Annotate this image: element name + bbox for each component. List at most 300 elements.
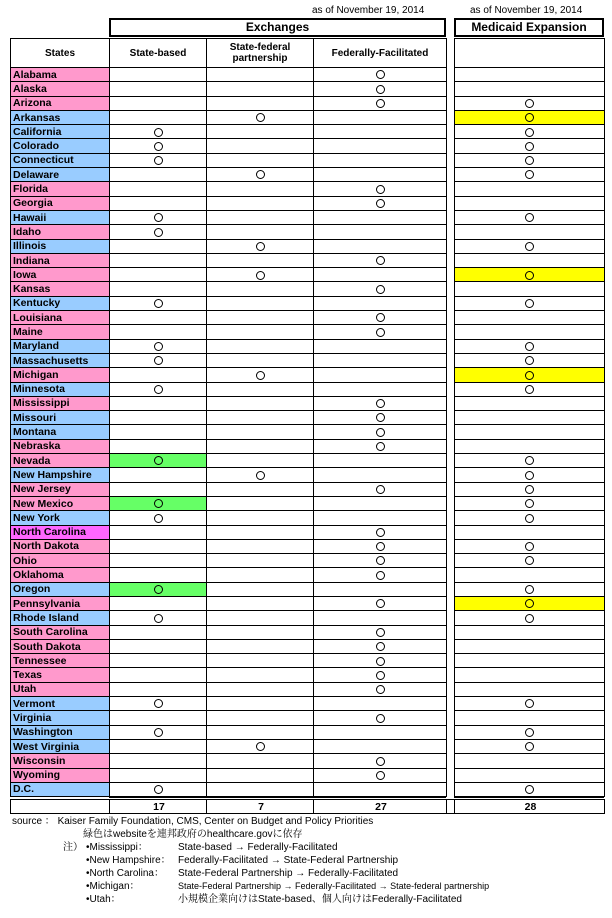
cell-medicaid xyxy=(455,339,605,353)
state-name: New Mexico xyxy=(11,496,110,510)
cell-federal xyxy=(314,411,447,425)
table-row xyxy=(455,596,605,610)
circle-mark-icon xyxy=(525,485,534,494)
table-row xyxy=(455,697,605,711)
cell-partnership xyxy=(207,582,314,596)
cell-state-based xyxy=(110,282,207,296)
state-name: Montana xyxy=(11,425,110,439)
table-row xyxy=(11,196,447,210)
table-row xyxy=(11,596,447,610)
green-note: 緑色はwebsiteを連邦政府のhealthcare.govに依存 xyxy=(83,829,303,840)
cell-partnership xyxy=(207,368,314,382)
cell-federal xyxy=(314,711,447,725)
state-name: Colorado xyxy=(11,139,110,153)
cell-partnership xyxy=(207,325,314,339)
circle-mark-icon xyxy=(154,142,163,151)
note-label: •Utah： xyxy=(86,894,121,905)
cell-medicaid xyxy=(455,325,605,339)
table-row xyxy=(455,368,605,382)
table-row xyxy=(455,725,605,739)
table-row xyxy=(455,311,605,325)
cell-medicaid xyxy=(455,68,605,82)
cell-federal xyxy=(314,496,447,510)
cell-federal xyxy=(314,182,447,196)
cell-medicaid xyxy=(455,296,605,310)
cell-federal xyxy=(314,639,447,653)
cell-state-based xyxy=(110,68,207,82)
note-item xyxy=(12,854,489,867)
state-name: Maryland xyxy=(11,339,110,353)
table-row xyxy=(455,196,605,210)
table-row xyxy=(455,782,605,796)
circle-mark-icon xyxy=(376,671,385,680)
table-row xyxy=(11,568,447,582)
circle-mark-icon xyxy=(525,271,534,280)
cell-medicaid xyxy=(455,454,605,468)
cell-partnership xyxy=(207,153,314,167)
table-row xyxy=(11,239,447,253)
table-row xyxy=(455,210,605,224)
cell-partnership xyxy=(207,468,314,482)
cell-medicaid xyxy=(455,153,605,167)
note-item xyxy=(12,880,489,893)
circle-mark-icon xyxy=(376,442,385,451)
table-row xyxy=(11,482,447,496)
table-row xyxy=(11,725,447,739)
cell-federal xyxy=(314,468,447,482)
cell-medicaid xyxy=(455,239,605,253)
cell-partnership xyxy=(207,639,314,653)
note-item xyxy=(12,893,489,906)
cell-partnership xyxy=(207,611,314,625)
cell-federal xyxy=(314,239,447,253)
cell-state-based xyxy=(110,496,207,510)
table-row xyxy=(11,225,447,239)
note-text: Federally-Facilitated → State-Federal Partnership xyxy=(178,855,399,866)
cell-federal xyxy=(314,282,447,296)
circle-mark-icon xyxy=(376,399,385,408)
cell-state-based xyxy=(110,396,207,410)
circle-mark-icon xyxy=(525,585,534,594)
cell-medicaid xyxy=(455,739,605,753)
cell-state-based xyxy=(110,339,207,353)
table-row xyxy=(11,311,447,325)
cell-medicaid xyxy=(455,511,605,525)
table-row xyxy=(11,668,447,682)
state-name: Hawaii xyxy=(11,210,110,224)
cell-medicaid xyxy=(455,225,605,239)
table-row xyxy=(455,110,605,124)
cell-federal xyxy=(314,382,447,396)
table-row xyxy=(455,454,605,468)
circle-mark-icon xyxy=(525,371,534,380)
table-row xyxy=(455,525,605,539)
cell-state-based xyxy=(110,382,207,396)
table-row xyxy=(11,611,447,625)
cell-federal xyxy=(314,454,447,468)
circle-mark-icon xyxy=(376,714,385,723)
table-row xyxy=(455,468,605,482)
table-row xyxy=(455,268,605,282)
exchanges-title: Exchanges xyxy=(109,18,446,37)
table-row xyxy=(455,625,605,639)
state-name: Alaska xyxy=(11,82,110,96)
state-name: Florida xyxy=(11,182,110,196)
cell-federal xyxy=(314,96,447,110)
table-row xyxy=(11,253,447,267)
cell-medicaid xyxy=(455,439,605,453)
cell-partnership xyxy=(207,496,314,510)
table-row xyxy=(455,168,605,182)
circle-mark-icon xyxy=(154,385,163,394)
table-row xyxy=(455,754,605,768)
table-row xyxy=(11,396,447,410)
cell-federal xyxy=(314,210,447,224)
cell-state-based xyxy=(110,411,207,425)
table-row xyxy=(11,582,447,596)
table-row xyxy=(455,382,605,396)
cell-state-based xyxy=(110,725,207,739)
cell-partnership xyxy=(207,739,314,753)
table-row xyxy=(455,425,605,439)
cell-federal xyxy=(314,253,447,267)
cell-federal xyxy=(314,139,447,153)
cell-state-based xyxy=(110,468,207,482)
header-partnership: State-federal partnership xyxy=(207,39,314,68)
cell-state-based xyxy=(110,682,207,696)
cell-partnership xyxy=(207,525,314,539)
table-row xyxy=(11,425,447,439)
totals-label xyxy=(11,800,110,814)
cell-partnership xyxy=(207,182,314,196)
cell-partnership xyxy=(207,339,314,353)
cell-medicaid xyxy=(455,353,605,367)
cell-state-based xyxy=(110,82,207,96)
state-name: Texas xyxy=(11,668,110,682)
cell-federal xyxy=(314,325,447,339)
cell-partnership xyxy=(207,754,314,768)
cell-partnership xyxy=(207,697,314,711)
note-item xyxy=(12,841,489,854)
state-name: Oklahoma xyxy=(11,568,110,582)
cell-partnership xyxy=(207,568,314,582)
cell-medicaid xyxy=(455,311,605,325)
circle-mark-icon xyxy=(256,242,265,251)
cell-partnership xyxy=(207,482,314,496)
cell-partnership xyxy=(207,110,314,124)
cell-state-based xyxy=(110,639,207,653)
cell-medicaid xyxy=(455,468,605,482)
cell-federal xyxy=(314,225,447,239)
circle-mark-icon xyxy=(256,271,265,280)
circle-mark-icon xyxy=(525,128,534,137)
cell-medicaid xyxy=(455,268,605,282)
cell-medicaid xyxy=(455,425,605,439)
total-federal: 27 xyxy=(314,800,447,814)
circle-mark-icon xyxy=(154,228,163,237)
table-row xyxy=(11,153,447,167)
cell-medicaid xyxy=(455,554,605,568)
state-name: Delaware xyxy=(11,168,110,182)
cell-partnership xyxy=(207,253,314,267)
table-row xyxy=(11,296,447,310)
cell-medicaid xyxy=(455,182,605,196)
table-row xyxy=(11,711,447,725)
note-text: State-based → Federally-Facilitated xyxy=(178,842,338,853)
table-row xyxy=(11,782,447,796)
cell-partnership xyxy=(207,411,314,425)
table-row xyxy=(11,511,447,525)
cell-medicaid xyxy=(455,668,605,682)
circle-mark-icon xyxy=(376,328,385,337)
state-name: Pennsylvania xyxy=(11,596,110,610)
note-label: •Michigan： xyxy=(86,881,140,892)
table-row xyxy=(455,253,605,267)
cell-state-based xyxy=(110,325,207,339)
cell-federal xyxy=(314,439,447,453)
state-name: California xyxy=(11,125,110,139)
cell-state-based xyxy=(110,268,207,282)
circle-mark-icon xyxy=(376,528,385,537)
table-row xyxy=(11,139,447,153)
exchanges-table xyxy=(10,38,447,797)
circle-mark-icon xyxy=(376,757,385,766)
cell-medicaid xyxy=(455,525,605,539)
note-text: State-Federal Partnership → Federally-Facilitated xyxy=(178,868,399,879)
cell-federal xyxy=(314,482,447,496)
table-row xyxy=(11,768,447,782)
circle-mark-icon xyxy=(376,285,385,294)
table-row xyxy=(455,411,605,425)
header-federal: Federally-Facilitated xyxy=(314,39,447,68)
cell-partnership xyxy=(207,353,314,367)
circle-mark-icon xyxy=(256,170,265,179)
totals-gap xyxy=(447,800,455,814)
circle-mark-icon xyxy=(525,542,534,551)
table-row xyxy=(455,611,605,625)
circle-mark-icon xyxy=(256,371,265,380)
cell-state-based xyxy=(110,596,207,610)
cell-federal xyxy=(314,68,447,82)
cell-medicaid xyxy=(455,110,605,124)
cell-partnership xyxy=(207,82,314,96)
header-medicaid-blank xyxy=(455,39,605,68)
cell-federal xyxy=(314,539,447,553)
table-row xyxy=(455,582,605,596)
cell-state-based xyxy=(110,611,207,625)
circle-mark-icon xyxy=(525,599,534,608)
state-name: Utah xyxy=(11,682,110,696)
table-row xyxy=(455,182,605,196)
circle-mark-icon xyxy=(256,471,265,480)
cell-federal xyxy=(314,725,447,739)
state-name: New Jersey xyxy=(11,482,110,496)
cell-medicaid xyxy=(455,139,605,153)
state-name: Wisconsin xyxy=(11,754,110,768)
circle-mark-icon xyxy=(256,113,265,122)
table-row xyxy=(455,339,605,353)
table-row xyxy=(11,539,447,553)
cell-federal xyxy=(314,110,447,124)
cell-state-based xyxy=(110,139,207,153)
cell-partnership xyxy=(207,311,314,325)
table-row xyxy=(455,139,605,153)
cell-federal xyxy=(314,682,447,696)
circle-mark-icon xyxy=(154,699,163,708)
state-name: Minnesota xyxy=(11,382,110,396)
cell-state-based xyxy=(110,554,207,568)
circle-mark-icon xyxy=(154,514,163,523)
cell-partnership xyxy=(207,210,314,224)
cell-federal xyxy=(314,311,447,325)
cell-federal xyxy=(314,739,447,753)
cell-state-based xyxy=(110,697,207,711)
circle-mark-icon xyxy=(525,299,534,308)
totals-divider-medicaid xyxy=(454,796,604,798)
cell-federal xyxy=(314,511,447,525)
state-name: New York xyxy=(11,511,110,525)
medicaid-title: Medicaid Expansion xyxy=(454,18,604,37)
cell-state-based xyxy=(110,311,207,325)
state-name: Washington xyxy=(11,725,110,739)
cell-partnership xyxy=(207,668,314,682)
table-row xyxy=(455,739,605,753)
cell-state-based xyxy=(110,739,207,753)
cell-federal xyxy=(314,697,447,711)
circle-mark-icon xyxy=(525,342,534,351)
table-row xyxy=(455,82,605,96)
cell-state-based xyxy=(110,711,207,725)
note-label: •North Carolina： xyxy=(86,868,164,879)
table-row xyxy=(11,697,447,711)
circle-mark-icon xyxy=(154,785,163,794)
table-row xyxy=(455,539,605,553)
cell-medicaid xyxy=(455,596,605,610)
circle-mark-icon xyxy=(154,342,163,351)
circle-mark-icon xyxy=(376,771,385,780)
table-row xyxy=(11,454,447,468)
cell-federal xyxy=(314,339,447,353)
cell-federal xyxy=(314,554,447,568)
state-name: Michigan xyxy=(11,368,110,382)
cell-medicaid xyxy=(455,711,605,725)
circle-mark-icon xyxy=(525,699,534,708)
cell-partnership xyxy=(207,596,314,610)
table-row xyxy=(11,525,447,539)
circle-mark-icon xyxy=(525,785,534,794)
table-row xyxy=(455,325,605,339)
circle-mark-icon xyxy=(525,385,534,394)
circle-mark-icon xyxy=(154,356,163,365)
cell-medicaid xyxy=(455,411,605,425)
circle-mark-icon xyxy=(376,428,385,437)
cell-state-based xyxy=(110,511,207,525)
cell-federal xyxy=(314,153,447,167)
circle-mark-icon xyxy=(525,356,534,365)
cell-federal xyxy=(314,353,447,367)
cell-partnership xyxy=(207,68,314,82)
cell-federal xyxy=(314,196,447,210)
cell-state-based xyxy=(110,153,207,167)
cell-state-based xyxy=(110,582,207,596)
circle-mark-icon xyxy=(376,599,385,608)
cell-state-based xyxy=(110,225,207,239)
table-row xyxy=(11,382,447,396)
total-state-based: 17 xyxy=(110,800,207,814)
circle-mark-icon xyxy=(376,256,385,265)
state-name: South Dakota xyxy=(11,639,110,653)
circle-mark-icon xyxy=(376,556,385,565)
circle-mark-icon xyxy=(525,99,534,108)
circle-mark-icon xyxy=(376,85,385,94)
cell-state-based xyxy=(110,210,207,224)
cell-partnership xyxy=(207,439,314,453)
circle-mark-icon xyxy=(154,499,163,508)
total-partnership: 7 xyxy=(207,800,314,814)
cell-medicaid xyxy=(455,782,605,796)
cell-federal xyxy=(314,611,447,625)
note-text: State-Federal Partnership → Federally-Facilitated → State-federal partnership xyxy=(178,881,490,891)
table-row xyxy=(11,339,447,353)
state-name: D.C. xyxy=(11,782,110,796)
totals-row xyxy=(10,799,605,814)
as-of-date-exchanges: as of November 19, 2014 xyxy=(312,5,425,16)
cell-partnership xyxy=(207,382,314,396)
circle-mark-icon xyxy=(376,657,385,666)
cell-partnership xyxy=(207,625,314,639)
cell-state-based xyxy=(110,668,207,682)
cell-partnership xyxy=(207,139,314,153)
table-row xyxy=(11,411,447,425)
cell-federal xyxy=(314,582,447,596)
circle-mark-icon xyxy=(154,213,163,222)
cell-medicaid xyxy=(455,382,605,396)
circle-mark-icon xyxy=(376,413,385,422)
state-name: Rhode Island xyxy=(11,611,110,625)
table-row xyxy=(455,554,605,568)
note-label: •Mississippi： xyxy=(86,842,148,853)
table-row xyxy=(455,282,605,296)
cell-medicaid xyxy=(455,768,605,782)
cell-federal xyxy=(314,654,447,668)
table-row xyxy=(11,439,447,453)
table-row xyxy=(455,296,605,310)
state-name: Vermont xyxy=(11,697,110,711)
circle-mark-icon xyxy=(525,614,534,623)
cell-federal xyxy=(314,668,447,682)
note-text: 小規模企業向けはState-based、個人向けはFederally-Facilitated xyxy=(178,894,462,905)
state-name: Massachusetts xyxy=(11,353,110,367)
table-row xyxy=(11,353,447,367)
cell-partnership xyxy=(207,196,314,210)
table-row xyxy=(11,368,447,382)
cell-federal xyxy=(314,268,447,282)
state-name: New Hampshire xyxy=(11,468,110,482)
state-name: Arizona xyxy=(11,96,110,110)
circle-mark-icon xyxy=(376,199,385,208)
state-name: Arkansas xyxy=(11,110,110,124)
circle-mark-icon xyxy=(256,742,265,751)
table-row xyxy=(11,625,447,639)
circle-mark-icon xyxy=(154,128,163,137)
cell-partnership xyxy=(207,454,314,468)
cell-partnership xyxy=(207,296,314,310)
cell-state-based xyxy=(110,454,207,468)
circle-mark-icon xyxy=(154,614,163,623)
state-name: Illinois xyxy=(11,239,110,253)
cell-federal xyxy=(314,168,447,182)
table-row xyxy=(455,396,605,410)
